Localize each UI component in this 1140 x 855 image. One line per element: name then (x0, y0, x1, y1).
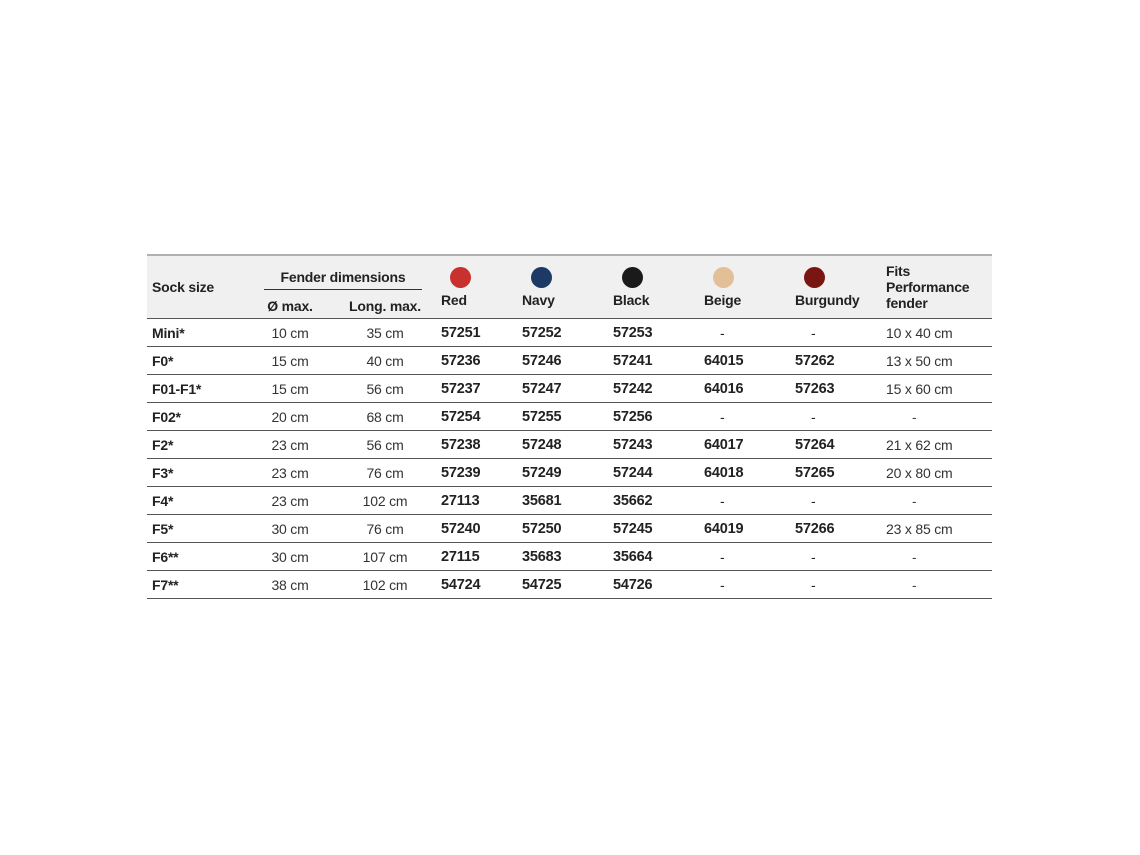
table-row (147, 431, 992, 459)
cell-beige-code: - (700, 487, 791, 515)
header-diameter-max: Ø max. (247, 294, 333, 319)
header-fits-performance (882, 255, 992, 319)
cell-black-code: 57241 (609, 347, 700, 375)
header-color-burgundy (791, 255, 882, 319)
cell-fits-performance: - (882, 571, 992, 599)
cell-burgundy-code: - (791, 487, 882, 515)
cell-diameter-max: 15 cm (247, 375, 333, 403)
cell-red-code: 57236 (437, 347, 518, 375)
header-fender-dimensions-label: Fender dimensions (264, 269, 422, 290)
header-color-black (609, 255, 700, 319)
cell-length-max: 56 cm (333, 375, 437, 403)
cell-length-max: 102 cm (333, 487, 437, 515)
cell-black-code: 57253 (609, 319, 700, 347)
cell-red-code: 27113 (437, 487, 518, 515)
cell-length-max: 107 cm (333, 543, 437, 571)
cell-beige-code: - (700, 403, 791, 431)
header-color-label: Beige (704, 291, 742, 308)
cell-beige-code: 64018 (700, 459, 791, 487)
cell-sock-size: Mini* (147, 319, 247, 347)
cell-black-code: 57244 (609, 459, 700, 487)
header-color-label: Burgundy (795, 291, 860, 308)
cell-red-code: 57237 (437, 375, 518, 403)
table-row (147, 459, 992, 487)
cell-fits-performance: 23 x 85 cm (882, 515, 992, 543)
cell-black-code: 35662 (609, 487, 700, 515)
cell-length-max: 68 cm (333, 403, 437, 431)
cell-fits-performance: - (882, 403, 992, 431)
cell-beige-code: 64019 (700, 515, 791, 543)
cell-fits-performance: - (882, 543, 992, 571)
navy-swatch-icon (531, 267, 552, 288)
table-row (147, 543, 992, 571)
cell-red-code: 57239 (437, 459, 518, 487)
cell-burgundy-code: - (791, 403, 882, 431)
cell-fits-performance: - (882, 487, 992, 515)
cell-navy-code: 35683 (518, 543, 609, 571)
header-row (147, 255, 992, 294)
cell-fits-performance: 20 x 80 cm (882, 459, 992, 487)
cell-sock-size: F02* (147, 403, 247, 431)
cell-navy-code: 57249 (518, 459, 609, 487)
cell-navy-code: 57246 (518, 347, 609, 375)
cell-navy-code: 57255 (518, 403, 609, 431)
cell-beige-code: - (700, 571, 791, 599)
cell-length-max: 76 cm (333, 459, 437, 487)
cell-navy-code: 35681 (518, 487, 609, 515)
cell-red-code: 57238 (437, 431, 518, 459)
cell-black-code: 57242 (609, 375, 700, 403)
cell-navy-code: 57247 (518, 375, 609, 403)
cell-length-max: 40 cm (333, 347, 437, 375)
table-row (147, 403, 992, 431)
cell-sock-size: F2* (147, 431, 247, 459)
cell-fits-performance: 15 x 60 cm (882, 375, 992, 403)
black-swatch-icon (622, 267, 643, 288)
cell-navy-code: 57250 (518, 515, 609, 543)
cell-beige-code: - (700, 319, 791, 347)
cell-burgundy-code: 57264 (791, 431, 882, 459)
table-row (147, 347, 992, 375)
cell-diameter-max: 15 cm (247, 347, 333, 375)
burgundy-swatch-icon (804, 267, 825, 288)
cell-length-max: 76 cm (333, 515, 437, 543)
cell-diameter-max: 23 cm (247, 431, 333, 459)
cell-length-max: 35 cm (333, 319, 437, 347)
header-color-red (437, 255, 518, 319)
cell-black-code: 57245 (609, 515, 700, 543)
cell-sock-size: F4* (147, 487, 247, 515)
table-row (147, 375, 992, 403)
table-row (147, 515, 992, 543)
cell-navy-code: 57252 (518, 319, 609, 347)
sock-size-table (147, 254, 992, 599)
cell-beige-code: 64016 (700, 375, 791, 403)
header-color-label: Navy (522, 291, 555, 308)
header-color-label: Black (613, 291, 650, 308)
cell-length-max: 56 cm (333, 431, 437, 459)
table-row (147, 571, 992, 599)
header-color-beige (700, 255, 791, 319)
cell-red-code: 57240 (437, 515, 518, 543)
cell-diameter-max: 30 cm (247, 515, 333, 543)
cell-beige-code: - (700, 543, 791, 571)
sock-size-table-container (147, 254, 992, 599)
cell-sock-size: F01-F1* (147, 375, 247, 403)
cell-black-code: 35664 (609, 543, 700, 571)
cell-sock-size: F6** (147, 543, 247, 571)
cell-diameter-max: 23 cm (247, 487, 333, 515)
cell-black-code: 54726 (609, 571, 700, 599)
header-color-label: Red (441, 291, 467, 308)
table-row (147, 319, 992, 347)
cell-sock-size: F5* (147, 515, 247, 543)
cell-length-max: 102 cm (333, 571, 437, 599)
header-fits-line1: Fits Performance (886, 263, 970, 295)
cell-burgundy-code: 57263 (791, 375, 882, 403)
cell-sock-size: F3* (147, 459, 247, 487)
cell-beige-code: 64017 (700, 431, 791, 459)
cell-red-code: 54724 (437, 571, 518, 599)
cell-fits-performance: 13 x 50 cm (882, 347, 992, 375)
header-sock-size: Sock size (147, 255, 247, 319)
header-color-navy (518, 255, 609, 319)
cell-diameter-max: 30 cm (247, 543, 333, 571)
cell-diameter-max: 20 cm (247, 403, 333, 431)
table-row (147, 487, 992, 515)
cell-burgundy-code: 57266 (791, 515, 882, 543)
cell-burgundy-code: - (791, 319, 882, 347)
cell-red-code: 27115 (437, 543, 518, 571)
cell-burgundy-code: 57262 (791, 347, 882, 375)
header-fits-line2: fender (886, 295, 928, 311)
cell-burgundy-code: - (791, 543, 882, 571)
cell-red-code: 57251 (437, 319, 518, 347)
cell-navy-code: 54725 (518, 571, 609, 599)
red-swatch-icon (450, 267, 471, 288)
cell-black-code: 57243 (609, 431, 700, 459)
cell-red-code: 57254 (437, 403, 518, 431)
cell-burgundy-code: - (791, 571, 882, 599)
cell-sock-size: F0* (147, 347, 247, 375)
cell-black-code: 57256 (609, 403, 700, 431)
cell-sock-size: F7** (147, 571, 247, 599)
cell-diameter-max: 10 cm (247, 319, 333, 347)
cell-fits-performance: 10 x 40 cm (882, 319, 992, 347)
table-body (147, 319, 992, 599)
cell-fits-performance: 21 x 62 cm (882, 431, 992, 459)
header-fender-dimensions (247, 255, 437, 294)
cell-diameter-max: 23 cm (247, 459, 333, 487)
cell-diameter-max: 38 cm (247, 571, 333, 599)
cell-beige-code: 64015 (700, 347, 791, 375)
cell-navy-code: 57248 (518, 431, 609, 459)
cell-burgundy-code: 57265 (791, 459, 882, 487)
header-length-max: Long. max. (333, 294, 437, 319)
beige-swatch-icon (713, 267, 734, 288)
